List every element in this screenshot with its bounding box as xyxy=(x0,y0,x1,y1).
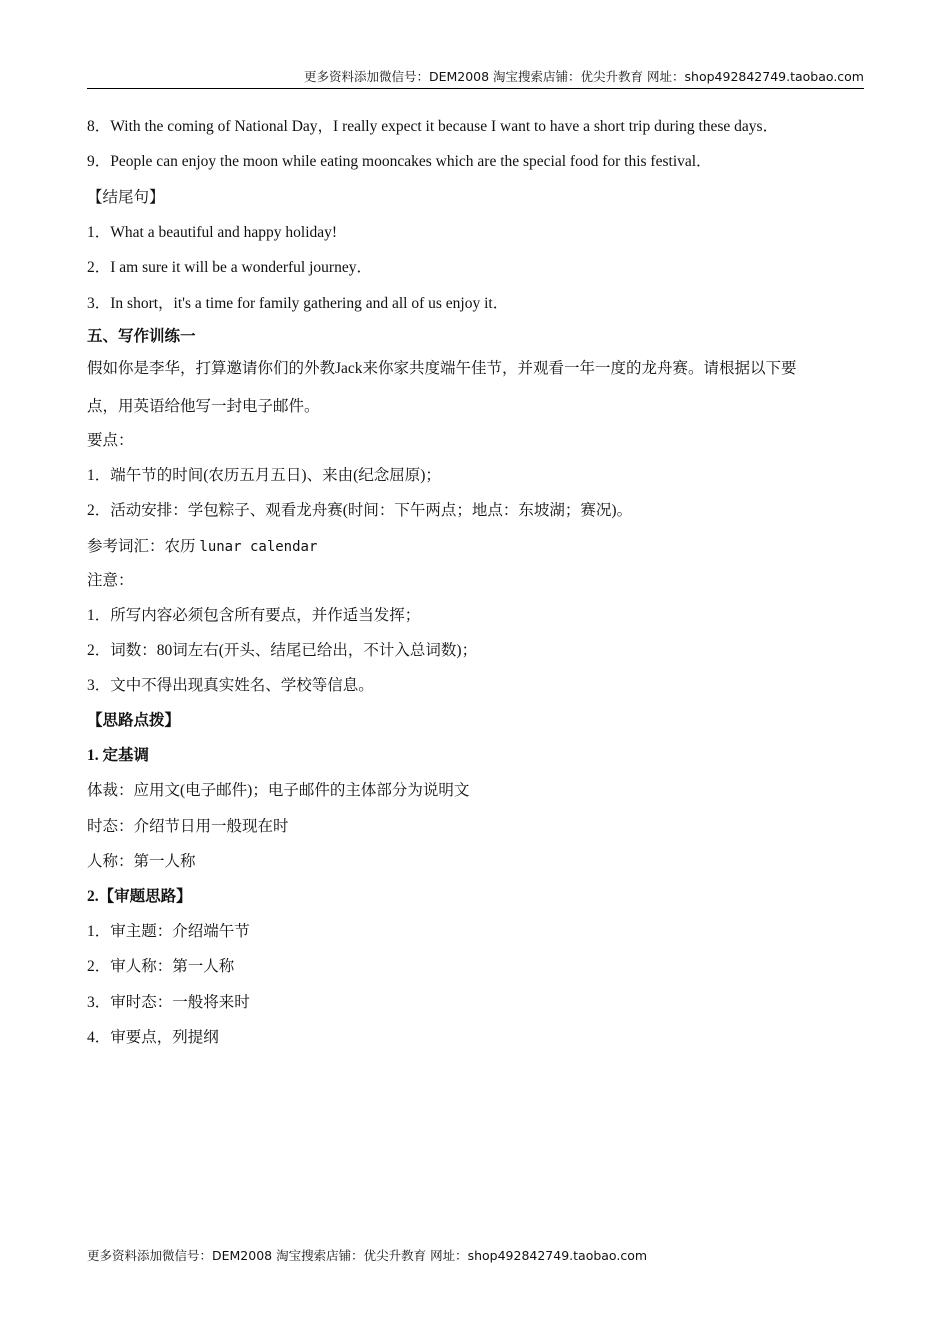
analysis-item-4: 4．审要点，列提纲 xyxy=(87,1029,219,1046)
analysis-item-3: 3．审时态：一般将来时 xyxy=(87,994,250,1011)
analysis-item-1: 1．审主题：介绍端午节 xyxy=(87,923,250,940)
guidance-heading: 【思路点拨】 xyxy=(87,712,181,729)
header-text: 更多资料添加微信号：DEM2008 淘宝搜索店铺：优尖升教育 网址：shop492842749.taobao.com xyxy=(303,69,864,84)
analysis-heading: 2.【审题思路】 xyxy=(87,888,192,905)
vocab-label: 参考词汇：农历 xyxy=(87,538,196,555)
task-note-2: 2．词数：80词左右(开头、结尾已给出，不计入总词数)； xyxy=(87,642,478,659)
ending-item-1: 1．What a beautiful and happy holiday! xyxy=(87,224,338,241)
task-point-2: 2．活动安排：学包粽子、观看龙舟赛(时间：下午两点；地点：东坡湖；赛况)。 xyxy=(87,502,633,519)
task-notes-heading: 注意： xyxy=(87,572,134,589)
tone-item-tense: 时态：介绍节日用一般现在时 xyxy=(87,818,289,835)
task-note-1: 1．所写内容必须包含所有要点，并作适当发挥； xyxy=(87,607,421,624)
tone-item-genre: 体裁：应用文(电子邮件)；电子邮件的主体部分为说明文 xyxy=(87,782,470,799)
ending-heading: 【结尾句】 xyxy=(87,189,165,206)
page-header xyxy=(87,68,864,89)
task-note-3: 3．文中不得出现真实姓名、学校等信息。 xyxy=(87,677,374,694)
ending-item-2: 2．I am sure it will be a wonderful journey． xyxy=(87,259,372,276)
sentence-9: 9．People can enjoy the moon while eating mooncakes which are the special food for this festival． xyxy=(87,153,712,170)
ending-item-3: 3．In short，it's a time for family gathering and all of us enjoy it． xyxy=(87,295,509,312)
task-point-1: 1．端午节的时间(农历五月五日)、来由(纪念屈原)； xyxy=(87,467,441,484)
task-heading: 五、写作训练一 xyxy=(87,328,196,345)
vocab-term: lunar calendar xyxy=(199,539,318,555)
task-points-heading: 要点： xyxy=(87,432,134,449)
sentence-8: 8．With the coming of National Day，I really expect it because I want to have a short trip during these days． xyxy=(87,118,779,135)
task-vocab xyxy=(87,536,317,558)
task-prompt-line2: 点，用英语给他写一封电子邮件。 xyxy=(87,398,320,415)
analysis-item-2: 2．审人称：第一人称 xyxy=(87,958,235,975)
footer-text: 更多资料添加微信号：DEM2008 淘宝搜索店铺：优尖升教育 网址：shop492842749.taobao.com xyxy=(87,1248,648,1263)
tone-heading: 1. 定基调 xyxy=(87,747,150,764)
tone-item-person: 人称：第一人称 xyxy=(87,853,196,870)
page-footer xyxy=(87,1247,647,1265)
task-prompt-line1: 假如你是李华，打算邀请你们的外教Jack来你家共度端午佳节，并观看一年一度的龙舟赛。请根据以下要 xyxy=(87,360,797,377)
